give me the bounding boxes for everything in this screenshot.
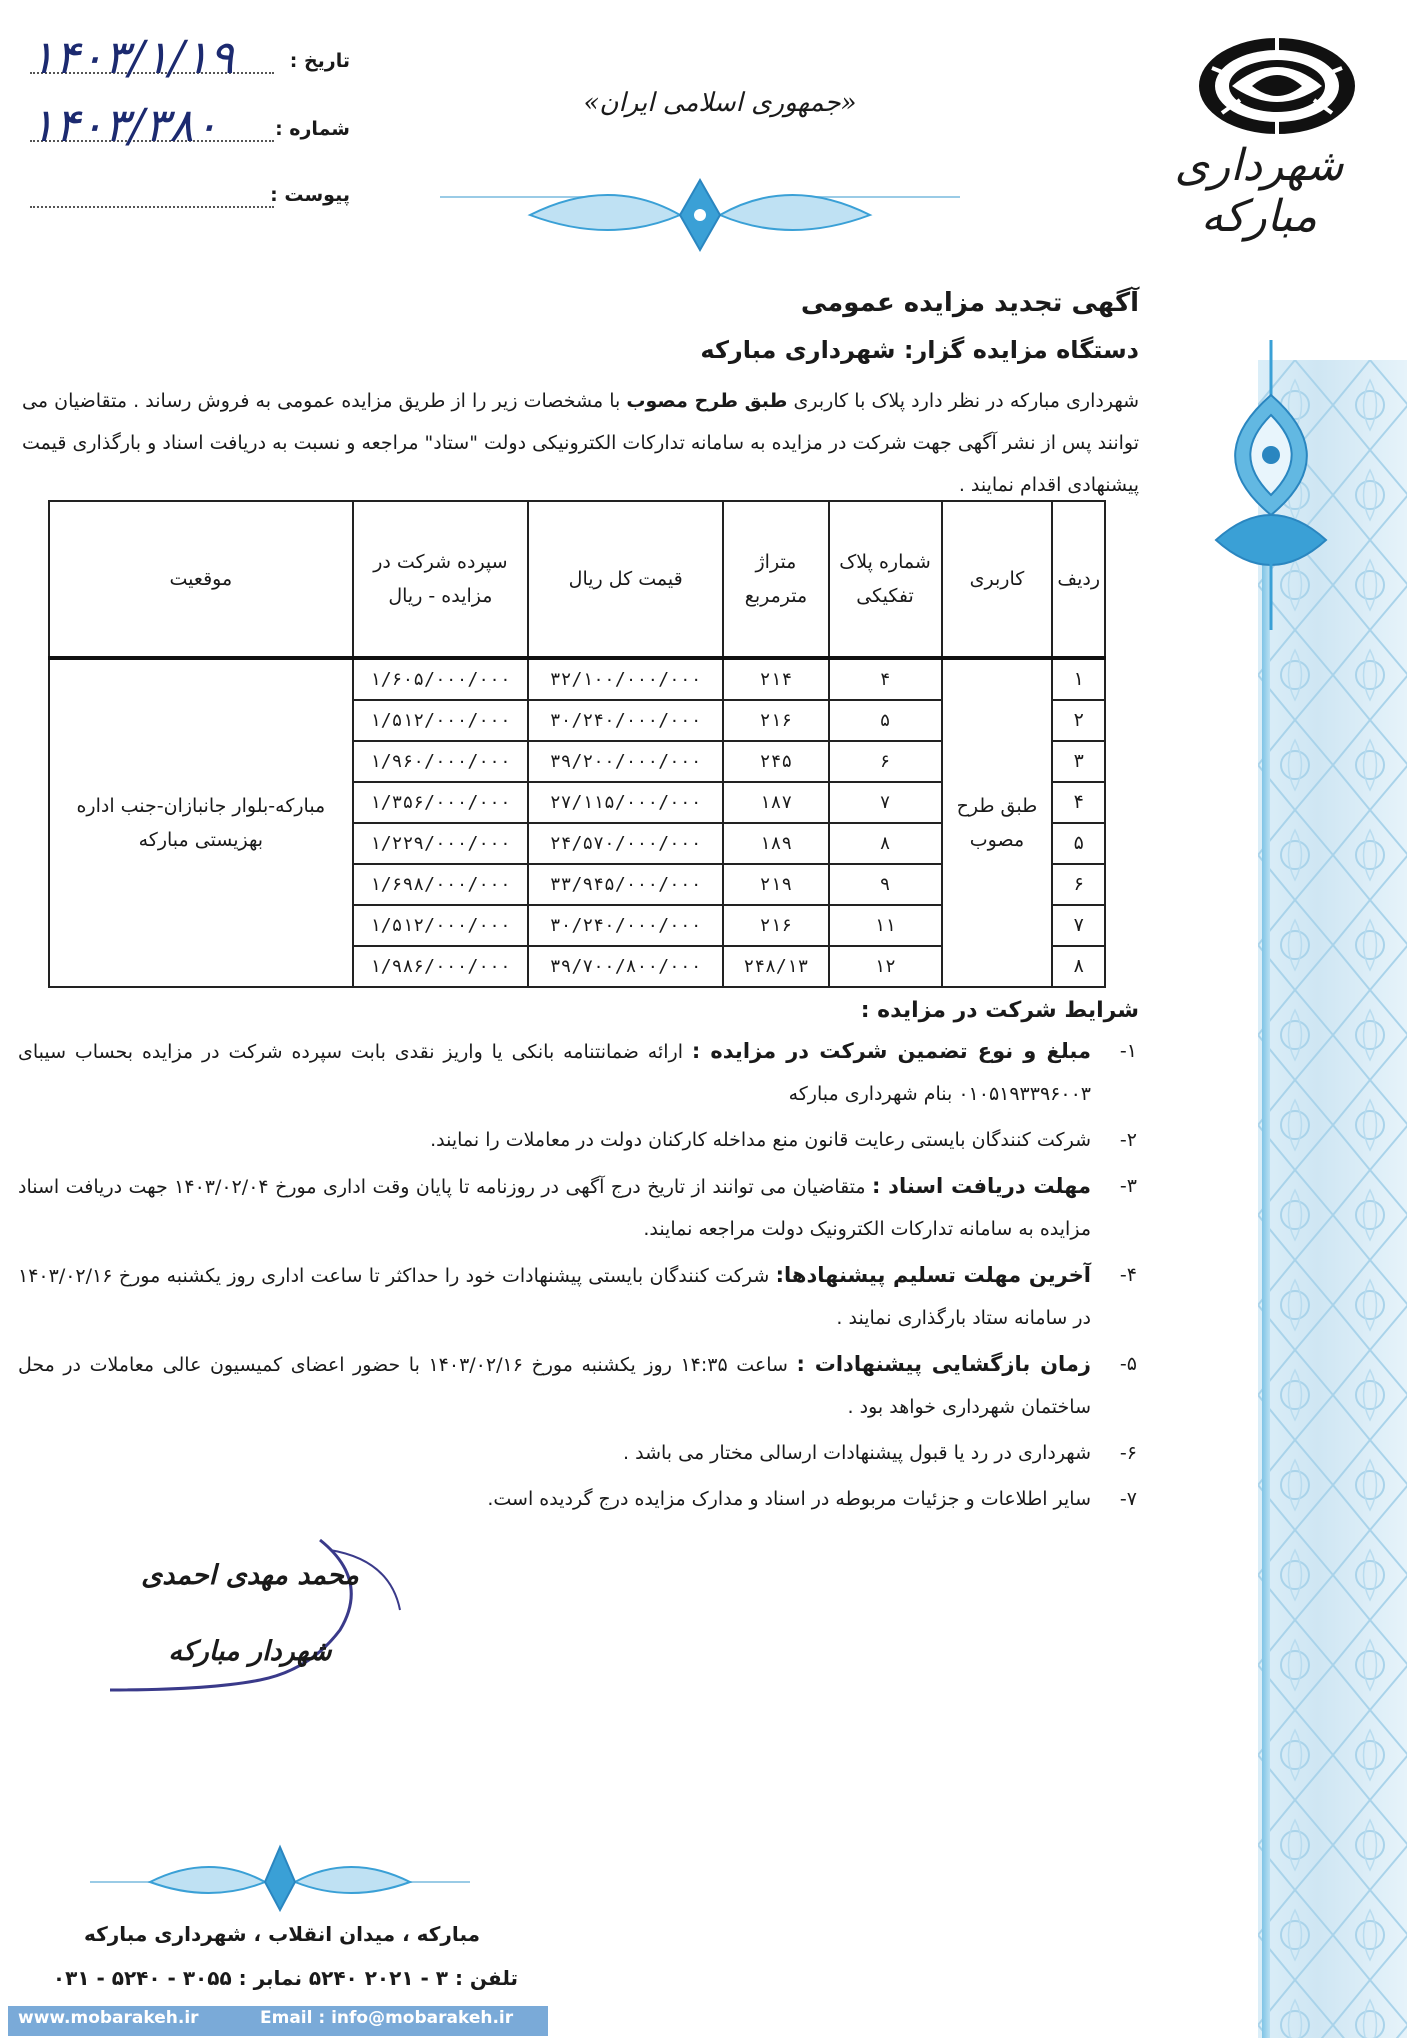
item-key: زمان بازگشایی پیشنهادات : [796,1352,1091,1376]
header-row-number: ردیف [1052,501,1105,658]
conditions-title: شرایط شرکت در مزایده : [860,998,1139,1023]
cell-plate: ۸ [829,823,942,864]
date-label: تاریخ : [289,50,350,72]
cell-area: ۲۱۹ [723,864,828,905]
cell-price: ۲۴/۵۷۰/۰۰۰/۰۰۰ [528,823,723,864]
cell-deposit: ۱/۲۲۹/۰۰۰/۰۰۰ [353,823,528,864]
cell-plate: ۹ [829,864,942,905]
republic-heading: «جمهوری اسلامی ایران» [583,88,857,118]
cell-price: ۳۹/۷۰۰/۸۰۰/۰۰۰ [528,946,723,987]
cell-row: ۸ [1052,946,1105,987]
header-plate: شماره پلاک تفکیکی [829,501,942,658]
table-header-row [49,501,1105,658]
cell-price: ۲۷/۱۱۵/۰۰۰/۰۰۰ [528,782,723,823]
signatory-name: محمد مهدی احمدی [141,1560,359,1591]
cell-deposit: ۱/۵۱۲/۰۰۰/۰۰۰ [353,905,528,946]
list-item [18,1254,1137,1339]
header-location: موقعیت [49,501,353,658]
cell-row: ۲ [1052,700,1105,741]
auction-table [48,500,1106,988]
footer-address: مبارکه ، میدان انقلاب ، شهرداری مبارکه [84,1922,480,1946]
cell-deposit: ۱/۶۹۸/۰۰۰/۰۰۰ [353,864,528,905]
item-index: ۱- [1119,1040,1137,1062]
cell-deposit: ۱/۳۵۶/۰۰۰/۰۰۰ [353,782,528,823]
date-handwritten: ۱۴۰۳/۱/۱۹ [30,30,234,84]
item-index: ۳- [1119,1175,1137,1197]
item-index: ۲- [1119,1129,1137,1151]
intro-text-2: با مشخصات زیر را از طریق مزایده عمومی به فروش رساند . متقاضیان می توانند پس از نشر آگهی جهت شرکت در مزایده به سامانه تدارکات الکترونیکی دولت "ستاد" مراجعه و نسبت به دریافت اسناد و بارگذاری قیمت پیشنهادی اقدام نمایند . [22,390,1139,496]
item-text: متقاضیان می توانند از تاریخ درج آگهی در روزنامه تا پایان وقت اداری مورخ ۱۴۰۳/۰۲/۰۴ جهت دریافت اسناد مزایده به سامانه تدارکات الکترونیک دولت مراجعه نمایند. [18,1176,1091,1240]
intro-paragraph [22,380,1139,506]
item-index: ۵- [1119,1353,1137,1375]
date-field [20,30,350,88]
cell-price: ۳۳/۹۴۵/۰۰۰/۰۰۰ [528,864,723,905]
list-item [18,1432,1137,1474]
attachment-field [20,178,350,222]
signature-stroke-icon [90,1520,410,1700]
item-text: سایر اطلاعات و جزئیات مربوطه در اسناد و مدارک مزایده درج گردیده است. [487,1488,1091,1510]
header-ornament-icon [440,175,960,255]
cell-area: ۲۱۶ [723,905,828,946]
table-row [49,658,1105,700]
intro-bold-usage: طبق طرح مصوب [626,390,788,412]
cell-price: ۳۲/۱۰۰/۰۰۰/۰۰۰ [528,658,723,700]
notice-title: آگهی تجدید مزایده عمومی [800,288,1139,318]
cell-deposit: ۱/۹۸۶/۰۰۰/۰۰۰ [353,946,528,987]
cell-price: ۳۰/۲۴۰/۰۰۰/۰۰۰ [528,700,723,741]
header-price: قیمت کل ریال [528,501,723,658]
cell-usage: طبق طرح مصوب [942,658,1053,987]
cell-deposit: ۱/۹۶۰/۰۰۰/۰۰۰ [353,741,528,782]
cell-deposit: ۱/۵۱۲/۰۰۰/۰۰۰ [353,700,528,741]
medallion-ornament-icon [1196,340,1346,630]
cell-row: ۴ [1052,782,1105,823]
item-index: ۴- [1119,1264,1137,1286]
cell-row: ۶ [1052,864,1105,905]
cell-plate: ۵ [829,700,942,741]
cell-area: ۲۱۴ [723,658,828,700]
cell-price: ۳۹/۲۰۰/۰۰۰/۰۰۰ [528,741,723,782]
item-text: شرکت کنندگان بایستی پیشنهادات خود را حداکثر تا ساعت اداری روز یکشنبه مورخ ۱۴۰۳/۰۲/۱۶ در سامانه ستاد بارگذاری نمایند . [18,1265,1091,1329]
cell-plate: ۱۱ [829,905,942,946]
municipality-logo-icon [1192,28,1362,138]
list-item [18,1119,1137,1161]
signatory-title: شهردار مبارکه [168,1636,332,1667]
item-key: آخرین مهلت تسلیم پیشنهادها: [775,1263,1091,1287]
number-label: شماره : [275,118,350,140]
item-text: ساعت ۱۴:۳۵ روز یکشنبه مورخ ۱۴۰۳/۰۲/۱۶ با حضور اعضای کمیسیون عالی معاملات در محل ساختمان شهرداری خواهد بود . [18,1354,1091,1418]
cell-deposit: ۱/۶۰۵/۰۰۰/۰۰۰ [353,658,528,700]
cell-area: ۲۴۵ [723,741,828,782]
item-index: ۷- [1119,1488,1137,1510]
cell-row: ۷ [1052,905,1105,946]
item-text: شهرداری در رد یا قبول پیشنهادات ارسالی مختار می باشد . [623,1442,1091,1464]
item-key: مهلت دریافت اسناد : [872,1174,1091,1198]
footer-website[interactable]: www.mobarakeh.ir [18,2008,199,2028]
list-item [18,1478,1137,1520]
cell-area: ۲۱۶ [723,700,828,741]
cell-plate: ۷ [829,782,942,823]
footer-phone: تلفن : ۳ - ۲۰۲۱ ۵۲۴۰ نمابر : ۳۰۵۵ - ۵۲۴۰ - ۰۳۱ [52,1966,518,1990]
cell-location: مبارکه-بلوار جانبازان-جنب اداره بهزیستی مبارکه [49,658,353,987]
cell-plate: ۴ [829,658,942,700]
header-area: متراژ مترمربع [723,501,828,658]
item-text: ارائه ضمانتنامه بانکی یا واریز نقدی بابت سپرده شرکت در مزایده بحساب سیبای ۰۱۰۵۱۹۳۳۹۶۰۰۳ بنام شهرداری مبارکه [18,1041,1091,1105]
cell-row: ۱ [1052,658,1105,700]
number-handwritten: ۱۴۰۳/۳۸۰ [30,98,219,152]
intro-text-1: شهرداری مبارکه در نظر دارد پلاک با کاربری [787,390,1139,412]
item-key: مبلغ و نوع تضمین شرکت در مزایده : [691,1039,1091,1063]
attachment-label: پیوست : [270,184,350,206]
cell-plate: ۶ [829,741,942,782]
footer-ornament-icon [90,1842,470,1912]
cell-plate: ۱۲ [829,946,942,987]
organizer-line: دستگاه مزایده گزار: شهرداری مبارکه [700,336,1139,364]
list-item [18,1165,1137,1250]
item-index: ۶- [1119,1442,1137,1464]
list-item [18,1030,1137,1115]
header-deposit: سپرده شرکت در مزایده - ریال [353,501,528,658]
side-strip-line [1262,520,1270,2038]
cell-area: ۲۴۸/۱۳ [723,946,828,987]
number-field [20,98,350,156]
header-usage: کاربری [942,501,1053,658]
cell-row: ۳ [1052,741,1105,782]
footer-email[interactable]: Email : info@mobarakeh.ir [260,2008,514,2028]
cell-area: ۱۸۹ [723,823,828,864]
cell-price: ۳۰/۲۴۰/۰۰۰/۰۰۰ [528,905,723,946]
cell-area: ۱۸۷ [723,782,828,823]
list-item [18,1343,1137,1428]
conditions-list [18,1030,1137,1524]
org-name: شهرداری مبارکه [1174,140,1344,242]
cell-row: ۵ [1052,823,1105,864]
item-text: شرکت کنندگان بایستی رعایت قانون منع مداخله کارکنان دولت در معاملات را نمایند. [430,1129,1091,1151]
